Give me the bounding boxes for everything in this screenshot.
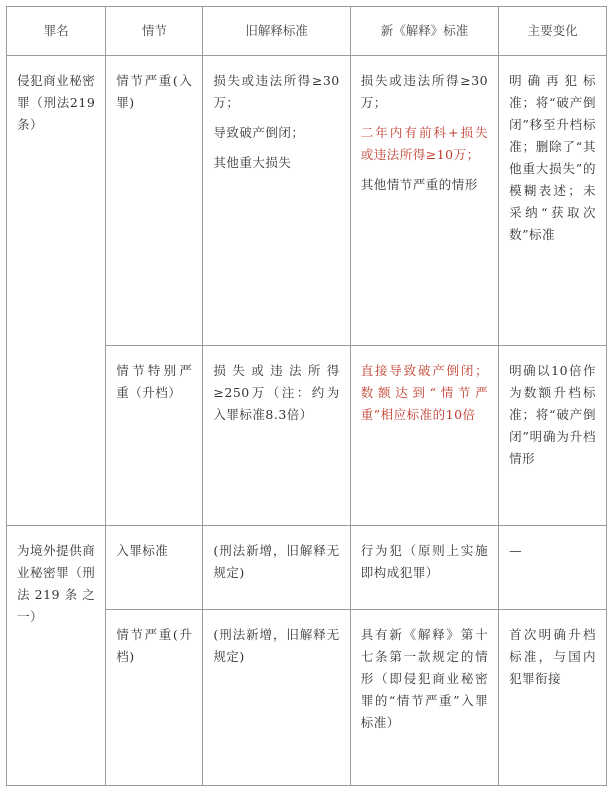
- new-standard-cell: [350, 56, 498, 346]
- new-standard-cell: 行为犯（原则上实施即构成犯罪）: [350, 526, 498, 610]
- header-crime: 罪名: [7, 7, 106, 56]
- crime-cell: 侵犯商业秘密罪（刑法219条）: [7, 56, 106, 526]
- new-item-highlight: 直接导致破产倒闭；数额达到“情节严重”相应标准的10倍: [350, 346, 498, 526]
- circumstance-cell: 情节特别严重（升档）: [106, 346, 203, 526]
- header-old-standard: 旧解释标准: [203, 7, 350, 56]
- circumstance-cell: 情节严重(入罪): [106, 56, 203, 346]
- header-main-changes: 主要变化: [499, 7, 607, 56]
- old-standard-cell: 损失或违法所得≥250万（注：约为入罪标准8.3倍）: [203, 346, 350, 526]
- old-standard-cell: (刑法新增，旧解释无规定): [203, 610, 350, 786]
- old-standard-cell: [203, 56, 350, 346]
- header-new-standard: 新《解释》标准: [350, 7, 498, 56]
- old-item: 损失或违法所得≥30万；: [213, 73, 340, 110]
- circumstance-cell: 情节严重(升档): [106, 610, 203, 786]
- circumstance-cell: 入罪标准: [106, 526, 203, 610]
- header-row: [7, 7, 607, 56]
- new-standard-cell: 具有新《解释》第十七条第一款规定的情形（即侵犯商业秘密罪的“情节严重”入罪标准）: [350, 610, 498, 786]
- old-item: 导致破产倒闭；: [213, 125, 305, 140]
- new-item-highlight: 二年内有前科+损失或违法所得≥10万；: [360, 125, 489, 162]
- old-standard-cell: (刑法新增，旧解释无规定): [203, 526, 350, 610]
- change-cell: 明确再犯标准；将“破产倒闭”移至升档标准；删除了“其他重大损失”的模糊表述；未采纳“获取次数”标准: [499, 56, 607, 346]
- change-cell: 首次明确升档标准，与国内犯罪衔接: [499, 610, 607, 786]
- change-cell: 明确以10倍作为数额升档标准；将“破产倒闭”明确为升档情形: [499, 346, 607, 526]
- crime-cell: 为境外提供商业秘密罪（刑法219条之一）: [7, 526, 106, 786]
- header-circumstance: 情节: [106, 7, 203, 56]
- old-item: 其他重大损失: [213, 155, 292, 170]
- table-row: [7, 526, 607, 610]
- new-item: 损失或违法所得≥30万；: [360, 73, 489, 110]
- comparison-table: [6, 6, 607, 786]
- change-cell: —: [499, 526, 607, 610]
- new-item: 其他情节严重的情形: [360, 177, 478, 192]
- table-row: [7, 56, 607, 346]
